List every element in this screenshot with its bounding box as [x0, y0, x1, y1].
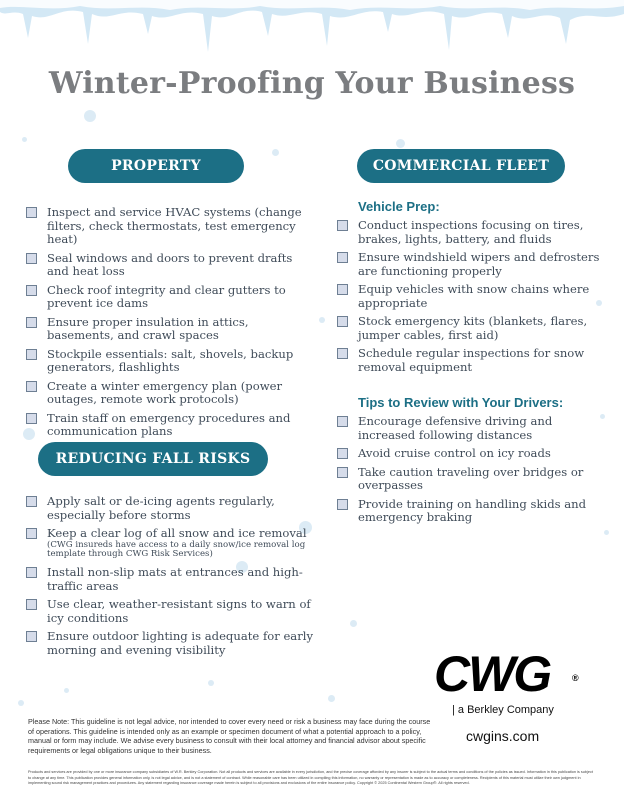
checklist-item-text: Train staff on emergency procedures and communication plans [47, 410, 291, 438]
checklist-item [26, 495, 314, 522]
checklist-item [337, 219, 611, 246]
checklist-item [26, 412, 314, 439]
website-link[interactable]: cwgins.com [466, 728, 540, 744]
snowflake-dot [64, 688, 69, 693]
checklist-item-text: Apply salt or de-icing agents regularly, especially before storms [47, 494, 275, 522]
checklist-item [337, 283, 611, 310]
checklist-item-text: Encourage defensive driving and increased following distances [358, 414, 553, 442]
checklist-item [337, 415, 611, 442]
checklist-item-text: Ensure proper insulation in attics, basements, and crawl spaces [47, 314, 249, 342]
checkbox[interactable] [26, 285, 37, 296]
registered-mark: ® [572, 673, 579, 683]
snowflake-dot [396, 139, 405, 148]
vehicle-prep-checklist [337, 219, 611, 379]
checklist-item [337, 466, 611, 493]
checkbox[interactable] [26, 631, 37, 642]
logo-text: CWG [434, 646, 551, 702]
checklist-item [26, 380, 314, 407]
checklist-item [26, 598, 314, 625]
snowflake-dot [272, 149, 279, 156]
property-checklist [26, 206, 314, 444]
icicle-border [0, 0, 624, 60]
checklist-item-text: Inspect and service HVAC systems (change filters, check thermostats, test emergency heat) [47, 205, 302, 246]
checklist-item [26, 630, 314, 657]
checkbox[interactable] [337, 316, 348, 327]
checklist-item [26, 252, 314, 279]
checkbox[interactable] [337, 348, 348, 359]
checkbox[interactable] [26, 413, 37, 424]
checklist-item-text: Create a winter emergency plan (power outages, remote work protocols) [47, 378, 283, 406]
checkbox[interactable] [26, 317, 37, 328]
checklist-item [337, 347, 611, 374]
checklist-item-text: Stock emergency kits (blankets, flares, jumper cables, first aid) [358, 314, 588, 342]
snowflake-dot [18, 700, 24, 706]
checklist-item-note: (CWG insureds have access to a daily snow/ice removal log template through CWG Risk Services) [47, 539, 306, 560]
snowflake-dot [604, 530, 609, 535]
checklist-item [337, 498, 611, 525]
checkbox[interactable] [337, 467, 348, 478]
checklist-item-text: Stockpile essentials: salt, shovels, backup generators, flashlights [47, 346, 294, 374]
checkbox[interactable] [26, 496, 37, 507]
checkbox[interactable] [26, 567, 37, 578]
checklist-item [26, 206, 314, 247]
checklist-item [26, 348, 314, 375]
checkbox[interactable] [337, 284, 348, 295]
property-heading [68, 149, 244, 183]
fleet-heading [357, 149, 565, 183]
checklist-item-text: Use clear, weather-resistant signs to warn of icy conditions [47, 597, 311, 625]
logo-tagline: | a Berkley Company [452, 704, 554, 716]
checklist-item [337, 447, 611, 461]
fall-risks-checklist [26, 495, 314, 662]
checklist-item [26, 284, 314, 311]
checkbox[interactable] [337, 416, 348, 427]
cwg-logo [434, 648, 584, 716]
fine-print: Products and services are provided by one or more insurance company subsidiaries of W.R. Berkley Corporation. Not all products and services are available in every jurisdiction, and the precise coverage afforded by any insurer is subject to the actual terms and conditions of the policies as issued. Information in this publication is subject to change at any time. This publication provides general information only, is not legal advice, and is not a statement of contract. While reasonable care has been utilized in compiling this information, no warranty or representation is made as to accuracy or completeness. Recipients of this material must utilize their own judgment in implementing sound risk management practices and procedures. Any statement regarding insurance coverage made herein is subject to all provisions and exclusions of the entire insurance policy. Copyright © 2025 Continental Western Group®. All rights reserved. [28, 770, 593, 786]
fall-risks-heading-label: REDUCING FALL RISKS [55, 451, 251, 467]
checkbox[interactable] [26, 528, 37, 539]
checkbox[interactable] [26, 599, 37, 610]
driver-tips-checklist [337, 415, 611, 530]
checklist-item [26, 527, 314, 560]
snowflake-dot [84, 110, 96, 122]
checklist-item-text: Check roof integrity and clear gutters to prevent ice dams [47, 282, 286, 310]
snowflake-dot [328, 695, 335, 702]
checkbox[interactable] [26, 349, 37, 360]
checklist-item [26, 566, 314, 593]
snowflake-dot [319, 317, 325, 323]
checkbox[interactable] [26, 381, 37, 392]
checklist-item-text: Schedule regular inspections for snow removal equipment [358, 346, 585, 374]
checklist-item [337, 251, 611, 278]
checkbox[interactable] [337, 499, 348, 510]
disclaimer-text: Please Note: This guideline is not legal advice, nor intended to cover every need or risk a business may face during the course of operations. This guideline is intended only as an example or specimen document of what a potential approach to a policy, manual or form may include. We advise every business to consult with their local attorney and financial advisor about specific requirements or legal obligations unique to their business. [28, 717, 431, 755]
checkbox[interactable] [26, 207, 37, 218]
property-heading-label: PROPERTY [111, 158, 201, 174]
checklist-item-text: Ensure outdoor lighting is adequate for early morning and evening visibility [47, 629, 314, 657]
checklist-item-text: Seal windows and doors to prevent drafts and heat loss [47, 250, 293, 278]
page-title: Winter-Proofing Your Business [48, 66, 576, 101]
snowflake-dot [208, 680, 214, 686]
checklist-item-text: Avoid cruise control on icy roads [358, 446, 551, 460]
snowflake-dot [350, 620, 357, 627]
checklist-item-text: Equip vehicles with snow chains where appropriate [358, 282, 590, 310]
fall-risks-heading [38, 442, 268, 476]
checklist-item-text: Conduct inspections focusing on tires, brakes, lights, battery, and fluids [358, 218, 584, 246]
vehicle-prep-subheading: Vehicle Prep: [358, 199, 440, 214]
checklist-item-text: Install non-slip mats at entrances and high-traffic areas [47, 565, 303, 593]
fleet-heading-label: COMMERCIAL FLEET [372, 158, 550, 174]
checklist-item-text: Provide training on handling skids and emergency braking [358, 496, 587, 524]
checklist-item [337, 315, 611, 342]
snowflake-dot [22, 137, 27, 142]
checklist-item-text: Take caution traveling over bridges or overpasses [358, 464, 584, 492]
logo-wordmark [434, 648, 584, 700]
checkbox[interactable] [337, 448, 348, 459]
checkbox[interactable] [337, 252, 348, 263]
checkbox[interactable] [337, 220, 348, 231]
checklist-item [26, 316, 314, 343]
checklist-item-text: Keep a clear log of all snow and ice removal [47, 526, 307, 540]
checkbox[interactable] [26, 253, 37, 264]
driver-tips-subheading: Tips to Review with Your Drivers: [358, 395, 564, 410]
checklist-item-text: Ensure windshield wipers and defrosters are functioning properly [358, 250, 600, 278]
